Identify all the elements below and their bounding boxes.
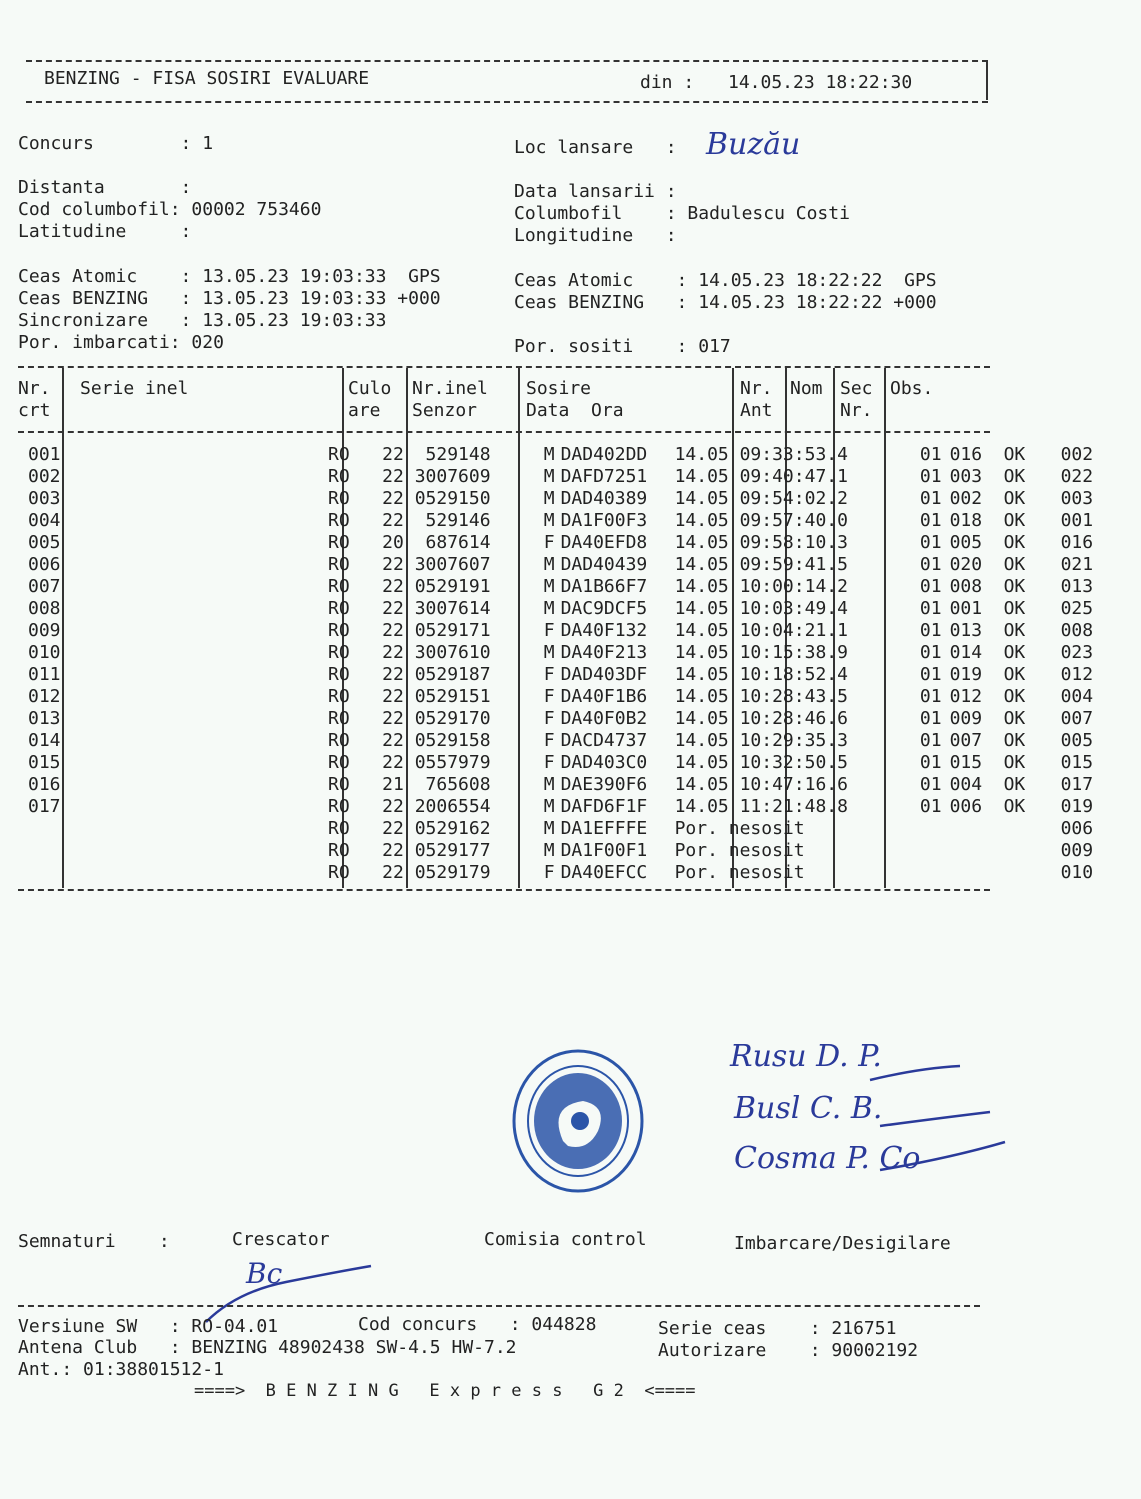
row-ant: 01 — [919, 444, 942, 465]
row-sec: OK — [1003, 752, 1026, 773]
row-sex: M — [543, 510, 555, 531]
row-serie: RO 21 765608 — [328, 774, 491, 795]
row-obs: 004 — [1060, 686, 1094, 707]
row-nr: 009 — [28, 620, 61, 641]
row-serie: RO 22 0529191 — [328, 576, 491, 597]
row-ant — [889, 862, 948, 884]
row-nom — [948, 862, 998, 884]
row-sosire: Por. nesosit — [674, 840, 805, 861]
row-ant: 01 — [919, 752, 942, 773]
row-serie: RO 22 0557979 — [328, 752, 491, 773]
autorizare: Autorizare : 90002192 — [658, 1340, 919, 1361]
table-row — [18, 686, 1141, 708]
row-ant: 01 — [919, 708, 942, 729]
row-obs: 017 — [1060, 774, 1094, 795]
longitudine-line: Longitudine : — [514, 225, 677, 246]
sositi-line: Por. sositi : 017 — [514, 336, 731, 357]
row-ant: 01 — [919, 664, 942, 685]
row-gap — [72, 796, 308, 818]
row-sosire: 14.05 09:58:10.3 — [674, 532, 848, 553]
date-value: 14.05.23 18:22:30 — [728, 72, 913, 93]
benzing-banner: ====> B E N Z I N G E x p r e s s G 2 <==== — [194, 1381, 696, 1401]
row-nr — [18, 840, 72, 862]
table-row — [18, 510, 1141, 532]
row-senzor: DA40F1B6 — [560, 686, 648, 707]
table-row — [18, 752, 1141, 774]
ant-line: Ant.: 01:38801512-1 — [18, 1359, 224, 1380]
row-sec: OK — [1003, 642, 1026, 663]
table-row — [18, 532, 1141, 554]
row-gap — [72, 664, 308, 686]
col-nr-ant: Nr. — [740, 378, 773, 399]
row-senzor: DAFD7251 — [560, 466, 648, 487]
row-obs: 010 — [1060, 862, 1094, 883]
row-obs: 005 — [1060, 730, 1094, 751]
latitudine-line: Latitudine : — [18, 221, 192, 242]
row-serie: RO 22 2006554 — [328, 796, 491, 817]
row-nr: 017 — [28, 796, 61, 817]
row-senzor: DA40F213 — [560, 642, 648, 663]
row-ant: 01 — [919, 510, 942, 531]
row-sex: M — [543, 840, 555, 861]
imbarcati-line: Por. imbarcati: 020 — [18, 332, 224, 353]
row-serie: RO 22 0529179 — [328, 862, 491, 883]
row-nom: 001 — [949, 598, 983, 619]
row-ant — [889, 840, 948, 862]
row-senzor: DAD403C0 — [560, 752, 648, 773]
row-sosire: 14.05 10:28:43.5 — [674, 686, 848, 707]
col-senzor: Senzor — [412, 400, 478, 421]
row-sec — [998, 818, 1055, 840]
row-senzor: DAD40389 — [560, 488, 648, 509]
row-nom: 013 — [949, 620, 983, 641]
handwritten-rusu: Rusu D. P. — [730, 1039, 882, 1074]
col-nr: Nr. — [18, 378, 51, 399]
row-senzor: DA1EFFFE — [560, 818, 648, 839]
row-nom — [948, 818, 998, 840]
row-senzor: DAE390F6 — [560, 774, 648, 795]
row-sosire: 14.05 09:57:40.0 — [674, 510, 848, 531]
row-sec: OK — [1003, 510, 1026, 531]
table-row — [18, 466, 1141, 488]
col-data-ora: Data Ora — [526, 400, 624, 421]
row-ant: 01 — [919, 642, 942, 663]
col-sosire: Sosire — [526, 378, 592, 399]
row-sex: M — [543, 598, 555, 619]
table-row — [18, 818, 1141, 840]
cod-columbofil-line: Cod columbofil: 00002 753460 — [18, 199, 322, 220]
row-gap — [72, 620, 308, 642]
row-sex: F — [543, 752, 555, 773]
row-senzor: DA40EFCC — [560, 862, 648, 883]
row-sec: OK — [1003, 730, 1026, 751]
row-senzor: DA1F00F1 — [560, 840, 648, 861]
sincronizare-line: Sincronizare : 13.05.23 19:03:33 — [18, 310, 387, 331]
row-obs: 007 — [1060, 708, 1094, 729]
loc-lansare-handwritten: Buzău — [706, 127, 801, 162]
row-senzor: DA40F132 — [560, 620, 648, 641]
row-obs: 006 — [1060, 818, 1094, 839]
row-obs: 023 — [1060, 642, 1094, 663]
row-nom: 009 — [949, 708, 983, 729]
table-row — [18, 664, 1141, 686]
row-sex: F — [543, 730, 555, 751]
row-gap — [72, 598, 308, 620]
row-sex: M — [543, 818, 555, 839]
row-nr: 013 — [28, 708, 61, 729]
row-nom: 014 — [949, 642, 983, 663]
row-sec: OK — [1003, 532, 1026, 553]
row-senzor: DAD403DF — [560, 664, 648, 685]
row-sosire: 14.05 09:40:47.1 — [674, 466, 848, 487]
row-obs: 008 — [1060, 620, 1094, 641]
row-ant: 01 — [919, 730, 942, 751]
row-serie: RO 22 3007609 — [328, 466, 491, 487]
row-senzor: DAD40439 — [560, 554, 648, 575]
row-sex: M — [543, 444, 555, 465]
row-sosire: 14.05 10:32:50.5 — [674, 752, 848, 773]
row-nom: 008 — [949, 576, 983, 597]
row-serie: RO 22 0529150 — [328, 488, 491, 509]
row-serie: RO 22 0529171 — [328, 620, 491, 641]
row-sec: OK — [1003, 686, 1026, 707]
date-label: din : — [640, 72, 695, 93]
col-serie-inel: Serie inel — [80, 378, 189, 399]
row-nr: 014 — [28, 730, 61, 751]
row-sosire: 14.05 10:00:14.2 — [674, 576, 848, 597]
row-sosire: Por. nesosit — [674, 818, 805, 839]
row-nr: 006 — [28, 554, 61, 575]
col-are: are — [348, 400, 381, 421]
row-sec: OK — [1003, 554, 1026, 575]
row-sosire: 14.05 10:15:38.9 — [674, 642, 848, 663]
row-nr: 005 — [28, 532, 61, 553]
row-ant: 01 — [919, 620, 942, 641]
row-serie: RO 22 0529158 — [328, 730, 491, 751]
col-crt: crt — [18, 400, 51, 421]
row-obs: 002 — [1060, 444, 1094, 465]
row-nom: 012 — [949, 686, 983, 707]
row-serie: RO 22 529148 — [328, 444, 491, 465]
row-sosire: Por. nesosit — [674, 862, 805, 883]
row-ant — [889, 818, 948, 840]
row-ant: 01 — [919, 532, 942, 553]
col-obs: Obs. — [890, 378, 934, 399]
row-senzor: DA40EFD8 — [560, 532, 648, 553]
row-sex: F — [543, 708, 555, 729]
crescator-signature: Bc — [246, 1257, 283, 1290]
row-gap — [72, 554, 308, 576]
versiune-sw: Versiune SW : RO-04.01 — [18, 1316, 279, 1337]
row-nom: 006 — [949, 796, 983, 817]
row-gap — [72, 752, 308, 774]
ceas-atomic-right: Ceas Atomic : 14.05.23 18:22:22 GPS — [514, 270, 937, 291]
row-gap — [72, 686, 308, 708]
row-sosire: 14.05 10:18:52.4 — [674, 664, 848, 685]
ceas-benzing-right: Ceas BENZING : 14.05.23 18:22:22 +000 — [514, 292, 937, 313]
row-sex: M — [543, 488, 555, 509]
row-nr: 004 — [28, 510, 61, 531]
row-nr: 001 — [28, 444, 61, 465]
row-senzor: DACD4737 — [560, 730, 648, 751]
row-ant: 01 — [919, 488, 942, 509]
row-nom: 005 — [949, 532, 983, 553]
row-gap — [72, 444, 308, 466]
row-ant: 01 — [919, 686, 942, 707]
row-senzor: DAD402DD — [560, 444, 648, 465]
row-serie: RO 22 3007610 — [328, 642, 491, 663]
table-row — [18, 620, 1141, 642]
table-row — [18, 730, 1141, 752]
row-sosire: 14.05 10:28:46.6 — [674, 708, 848, 729]
row-sex: M — [543, 642, 555, 663]
row-sex: F — [543, 862, 555, 883]
row-nr: 003 — [28, 488, 61, 509]
ceas-atomic-left: Ceas Atomic : 13.05.23 19:03:33 GPS — [18, 266, 441, 287]
handwritten-cosma: Cosma P. Co — [734, 1141, 921, 1176]
col-nr-inel: Nr.inel — [412, 378, 488, 399]
row-obs: 015 — [1060, 752, 1094, 773]
document-title: BENZING - FISA SOSIRI EVALUARE — [44, 68, 370, 89]
table-row — [18, 862, 1141, 884]
semnaturi-label: Semnaturi : — [18, 1231, 170, 1252]
row-gap — [72, 840, 308, 862]
row-gap — [72, 466, 308, 488]
row-sosire: 14.05 10:03:49.4 — [674, 598, 848, 619]
cod-concurs: Cod concurs : 044828 — [358, 1314, 597, 1335]
row-senzor: DA1B66F7 — [560, 576, 648, 597]
row-sec — [998, 840, 1055, 862]
row-senzor: DAC9DCF5 — [560, 598, 648, 619]
row-obs: 022 — [1060, 466, 1094, 487]
row-gap — [72, 510, 308, 532]
row-sex: M — [543, 466, 555, 487]
loc-lansare-label: Loc lansare : — [514, 137, 677, 158]
row-senzor: DAFD6F1F — [560, 796, 648, 817]
row-sosire: 14.05 11:21:48.8 — [674, 796, 848, 817]
row-gap — [72, 642, 308, 664]
table-row — [18, 554, 1141, 576]
arrivals-table — [18, 444, 1141, 884]
row-nr: 016 — [28, 774, 61, 795]
crescator-label: Crescator — [232, 1229, 330, 1250]
club-stamp — [508, 1046, 648, 1196]
row-nom: 016 — [949, 444, 983, 465]
row-ant: 01 — [919, 598, 942, 619]
row-senzor: DA40F0B2 — [560, 708, 648, 729]
row-sex: F — [543, 532, 555, 553]
row-obs: 025 — [1060, 598, 1094, 619]
row-sex: F — [543, 686, 555, 707]
row-sec: OK — [1003, 796, 1026, 817]
row-nr: 015 — [28, 752, 61, 773]
row-ant: 01 — [919, 554, 942, 575]
row-nom: 007 — [949, 730, 983, 751]
row-nr: 011 — [28, 664, 61, 685]
row-ant: 01 — [919, 466, 942, 487]
row-obs: 009 — [1060, 840, 1094, 861]
row-obs: 019 — [1060, 796, 1094, 817]
col-nom: Nom — [790, 378, 823, 399]
col-sec-nr: Nr. — [840, 400, 873, 421]
row-gap — [72, 532, 308, 554]
distanta-line: Distanta : — [18, 177, 192, 198]
row-obs: 001 — [1060, 510, 1094, 531]
row-nr: 007 — [28, 576, 61, 597]
row-nr: 002 — [28, 466, 61, 487]
row-nr — [18, 818, 72, 840]
row-nom: 015 — [949, 752, 983, 773]
row-sosire: 14.05 09:59:41.5 — [674, 554, 848, 575]
row-gap — [72, 730, 308, 752]
row-sec: OK — [1003, 444, 1026, 465]
serie-ceas: Serie ceas : 216751 — [658, 1318, 897, 1339]
antena-club: Antena Club : BENZING 48902438 SW-4.5 HW-7.2 — [18, 1337, 517, 1358]
row-sec — [998, 862, 1055, 884]
row-nom — [948, 840, 998, 862]
row-serie: RO 22 0529170 — [328, 708, 491, 729]
row-sec: OK — [1003, 576, 1026, 597]
row-serie: RO 22 529146 — [328, 510, 491, 531]
row-nom: 019 — [949, 664, 983, 685]
row-sosire: 14.05 09:54:02.2 — [674, 488, 848, 509]
row-nr — [18, 862, 72, 884]
table-row — [18, 774, 1141, 796]
table-row — [18, 840, 1141, 862]
col-sec: Sec — [840, 378, 873, 399]
table-row — [18, 708, 1141, 730]
row-sex: F — [543, 620, 555, 641]
row-serie: RO 22 3007614 — [328, 598, 491, 619]
table-row — [18, 796, 1141, 818]
data-lansarii-line: Data lansarii : — [514, 181, 677, 202]
row-serie: RO 22 0529177 — [328, 840, 491, 861]
row-nr: 008 — [28, 598, 61, 619]
table-row — [18, 576, 1141, 598]
handwritten-busl: Busl C. B. — [734, 1091, 883, 1126]
row-sosire: 14.05 10:04:21.1 — [674, 620, 848, 641]
row-nom: 002 — [949, 488, 983, 509]
row-sex: M — [543, 774, 555, 795]
row-nr: 010 — [28, 642, 61, 663]
row-obs: 021 — [1060, 554, 1094, 575]
row-sec: OK — [1003, 664, 1026, 685]
row-obs: 003 — [1060, 488, 1094, 509]
row-sec: OK — [1003, 488, 1026, 509]
row-serie: RO 22 0529187 — [328, 664, 491, 685]
row-sosire: 14.05 10:29:35.3 — [674, 730, 848, 751]
table-row — [18, 642, 1141, 664]
comisia-label: Comisia control — [484, 1229, 647, 1250]
row-obs: 016 — [1060, 532, 1094, 553]
col-ant: Ant — [740, 400, 773, 421]
row-serie: RO 22 0529162 — [328, 818, 491, 839]
row-sec: OK — [1003, 774, 1026, 795]
row-sec: OK — [1003, 708, 1026, 729]
row-sosire: 14.05 09:33:53.4 — [674, 444, 848, 465]
row-nom: 020 — [949, 554, 983, 575]
row-sex: M — [543, 796, 555, 817]
row-senzor: DA1F00F3 — [560, 510, 648, 531]
col-culo: Culo — [348, 378, 392, 399]
row-sex: F — [543, 664, 555, 685]
columbofil-line: Columbofil : Badulescu Costi — [514, 203, 850, 224]
row-gap — [72, 708, 308, 730]
row-nom: 018 — [949, 510, 983, 531]
row-sosire: 14.05 10:47:16.6 — [674, 774, 848, 795]
row-nom: 003 — [949, 466, 983, 487]
row-sec: OK — [1003, 620, 1026, 641]
row-nom: 004 — [949, 774, 983, 795]
row-obs: 012 — [1060, 664, 1094, 685]
ceas-benzing-left: Ceas BENZING : 13.05.23 19:03:33 +000 — [18, 288, 441, 309]
row-sec: OK — [1003, 466, 1026, 487]
row-serie: RO 22 0529151 — [328, 686, 491, 707]
row-obs: 013 — [1060, 576, 1094, 597]
row-sex: M — [543, 576, 555, 597]
row-serie: RO 20 687614 — [328, 532, 491, 553]
row-sex: M — [543, 554, 555, 575]
row-gap — [72, 576, 308, 598]
row-gap — [72, 818, 308, 840]
row-nr: 012 — [28, 686, 61, 707]
row-ant: 01 — [919, 796, 942, 817]
table-row — [18, 488, 1141, 510]
imbarcare-label: Imbarcare/Desigilare — [734, 1233, 951, 1254]
table-row — [18, 444, 1141, 466]
row-serie: RO 22 3007607 — [328, 554, 491, 575]
table-row — [18, 598, 1141, 620]
row-sec: OK — [1003, 598, 1026, 619]
signature-strokes — [860, 1048, 1010, 1188]
concurs-line: Concurs : 1 — [18, 133, 214, 154]
row-ant: 01 — [919, 576, 942, 597]
row-gap — [72, 488, 308, 510]
row-gap — [72, 774, 308, 796]
row-gap — [72, 862, 308, 884]
row-ant: 01 — [919, 774, 942, 795]
